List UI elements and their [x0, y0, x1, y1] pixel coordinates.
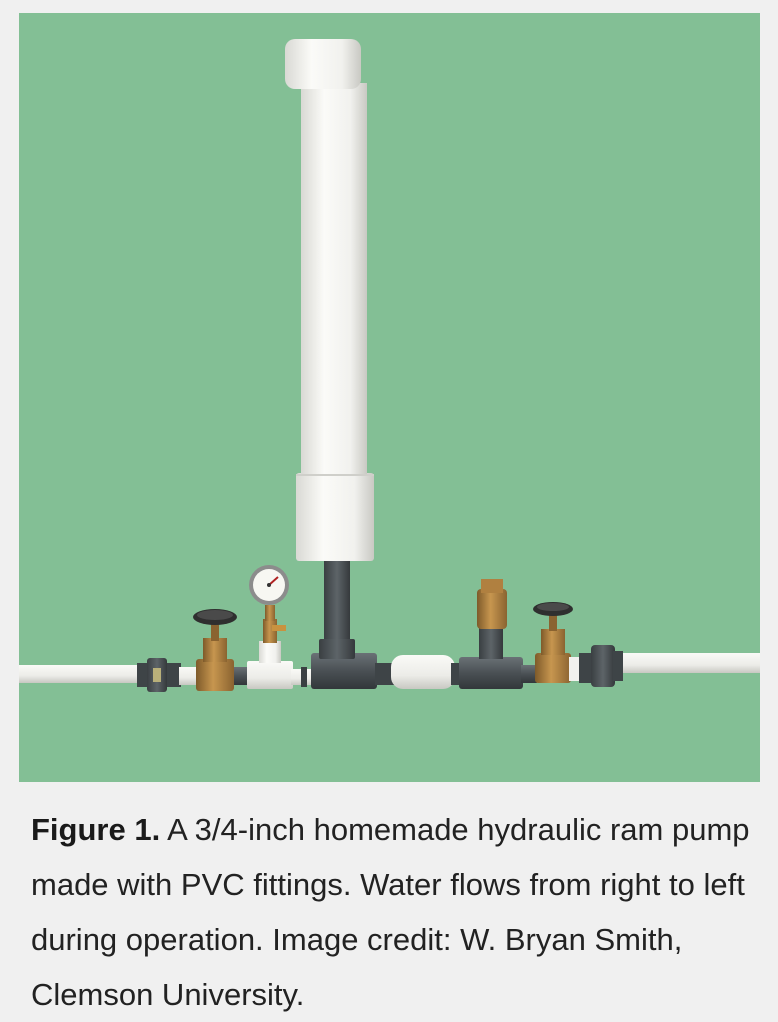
figure-caption-text: A 3/4-inch homemade hydraulic ram pump made with PVC fittings. Water flows from right to left during operation. Image credit: W. Bryan Smith, Clemson University. — [31, 812, 750, 1012]
waste-valve-body — [477, 589, 507, 629]
gauge-tee — [247, 605, 293, 689]
pump-photo — [19, 13, 760, 782]
right-gate-valve — [533, 602, 573, 683]
right-pipe — [619, 653, 760, 673]
waste-valve-tee — [459, 579, 523, 689]
pipe-ring — [301, 667, 307, 687]
left-pipe — [19, 665, 139, 683]
right-union — [569, 645, 623, 687]
left-gate-valve — [193, 609, 237, 691]
left-union — [137, 658, 181, 692]
pipe-segment — [521, 665, 537, 683]
air-chamber-tank — [285, 39, 374, 561]
pump-illustration — [19, 13, 760, 782]
pressure-gauge-icon — [249, 565, 289, 605]
gray-tee — [311, 639, 377, 689]
figure-caption — [31, 802, 751, 1022]
check-valve — [375, 655, 461, 689]
tank-cap — [285, 39, 361, 89]
figure-label: Figure 1. — [31, 812, 161, 847]
